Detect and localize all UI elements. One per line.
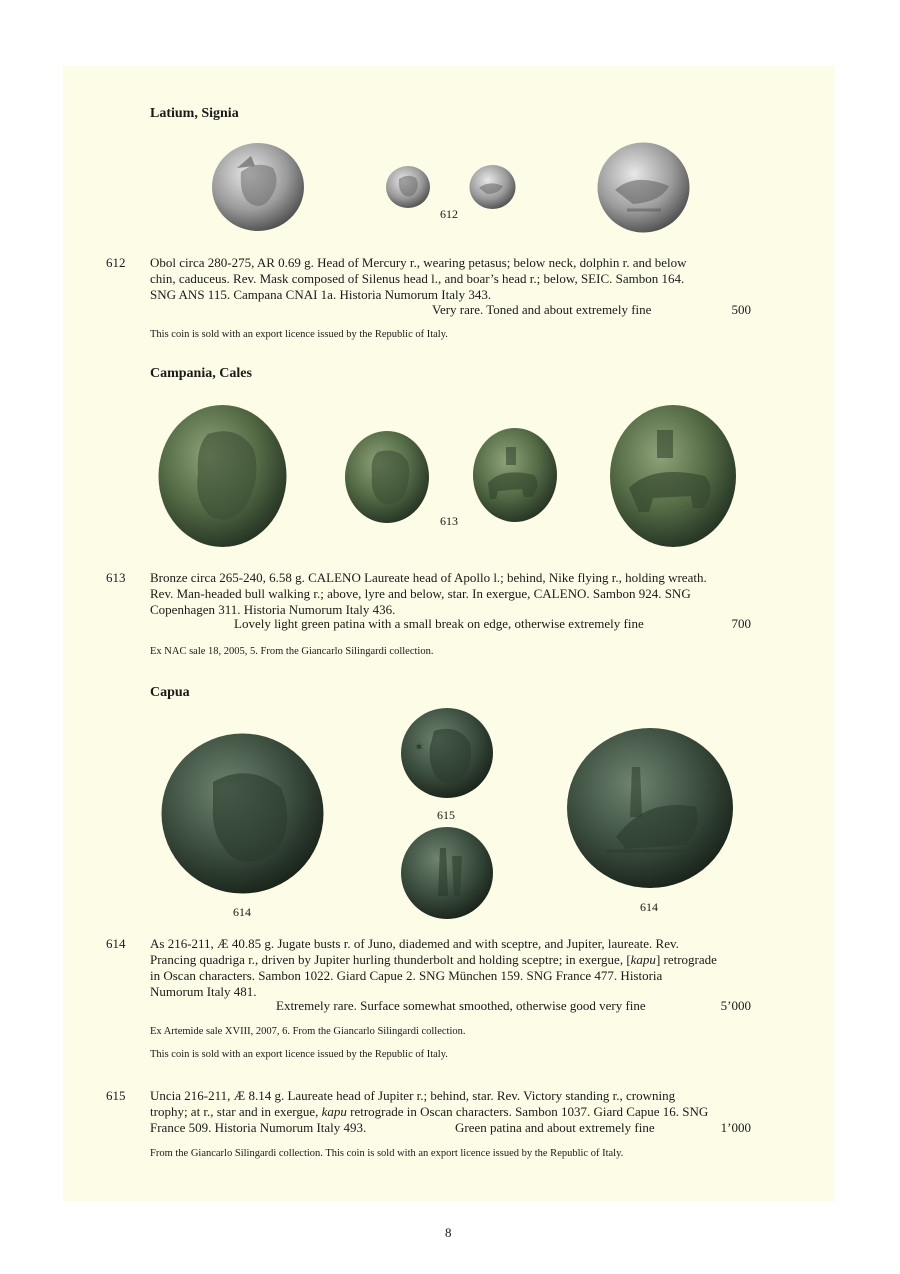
lot-description-614 [150,936,751,1000]
lot-612-condition: Very rare. Toned and about extremely fine [432,302,652,317]
lot-614-line-2 [150,952,751,968]
coin-612-reverse [469,164,516,210]
section-heading-capua: Capua [150,685,190,700]
lot-612-line-3: SNG ANS 115. Campana CNAI 1a. Historia Numorum Italy 343. [150,287,492,302]
photo-caption-612: 612 [440,207,458,221]
lot-613-note-1: Ex NAC sale 18, 2005, 5. From the Giancarlo Silingardi collection. [150,646,434,657]
lot-613-line-1: Bronze circa 265-240, 6.58 g. CALENO Laureate head of Apollo l.; behind, Nike flying r., holding wreath. [150,570,707,585]
lot-number-612: 612 [106,255,126,270]
lot-614-note-1: Ex Artemide sale XVIII, 2007, 6. From the Giancarlo Silingardi collection. [150,1026,466,1037]
lot-number-615: 615 [106,1088,126,1103]
lot-615-condition: Green patina and about extremely fine [455,1120,655,1135]
coin-612-obverse [385,165,431,209]
lot-614-condition: Extremely rare. Surface somewhat smoothed, otherwise good very fine [276,998,646,1013]
photo-caption-614-obverse: 614 [233,905,251,919]
coin-613-reverse-enlarged [609,404,737,548]
lot-612-note-1: This coin is sold with an export licence issued by the Republic of Italy. [150,329,448,340]
lot-615-line-2-b: retrograde in Oscan characters. Sambon 1037. Giard Capue 16. SNG [346,1104,709,1119]
lot-612-estimate: 500 [731,302,751,317]
lot-614-line-1: As 216-211, Æ 40.85 g. Jugate busts r. of Juno, diademed and with sceptre, and Jupiter, laureate. Rev. [150,936,679,951]
lot-613-line-2: Rev. Man-headed bull walking r.; above, lyre and below, star. In exergue, CALENO. Sambon 924. SNG [150,586,691,601]
photo-caption-614-reverse: 614 [640,900,658,914]
lot-description-613 [150,570,751,618]
lot-615-line-2 [150,1104,751,1120]
lot-613-line-3: Copenhagen 311. Historia Numorum Italy 436. [150,602,396,617]
lot-612-line-1: Obol circa 280-275, AR 0.69 g. Head of Mercury r., wearing petasus; below neck, dolphin r. and below [150,255,687,270]
lot-description-612 [150,255,751,303]
lot-614-line-2-b: ] retrograde [655,952,717,967]
lot-number-614: 614 [106,936,126,951]
photo-caption-615: 615 [437,808,455,822]
coin-612-reverse-enlarged [597,142,690,233]
svg-text:✶: ✶ [414,740,425,754]
lot-612-line-2: chin, caduceus. Rev. Mask composed of Silenus head l., and boar’s head r.; below, SEIC. Sambon 164. [150,271,685,286]
photo-caption-613: 613 [440,514,458,528]
lot-614-line-4: Numorum Italy 481. [150,984,257,999]
coin-614-obverse [161,732,324,895]
lot-615-line-2-a: trophy; at r., star and in exergue, [150,1104,322,1119]
lot-613-condition: Lovely light green patina with a small break on edge, otherwise extremely fine [234,616,644,631]
lot-615-estimate: 1’000 [720,1120,751,1135]
coin-612-obverse-enlarged [211,142,305,232]
coin-614-reverse [566,727,734,889]
lot-614-line-2-a: Prancing quadriga r., driven by Jupiter hurling thunderbolt and holding sceptre; in exergue, [ [150,952,631,967]
coin-613-obverse [344,430,430,524]
lot-615-kapu: kapu [321,1104,347,1119]
coin-613-reverse [472,427,558,523]
lot-614-note-2: This coin is sold with an export licence issued by the Republic of Italy. [150,1049,448,1060]
lot-615-line-3: France 509. Historia Numorum Italy 493. [150,1120,367,1135]
lot-613-estimate: 700 [731,616,751,631]
lot-615-line-1: Uncia 216-211, Æ 8.14 g. Laureate head of Jupiter r.; behind, star. Rev. Victory standing r., crowning [150,1088,676,1103]
coin-615-obverse [400,707,494,799]
lot-614-kapu: kapu [630,952,656,967]
lot-614-estimate: 5’000 [720,998,751,1013]
lot-614-line-3: in Oscan characters. Sambon 1022. Giard Capue 2. SNG München 159. SNG France 477. Historia [150,968,663,983]
coin-615-reverse [400,826,494,920]
lot-615-note-1: From the Giancarlo Silingardi collection. This coin is sold with an export licence issued by the Republic of Italy. [150,1148,624,1159]
coin-613-obverse-enlarged [158,404,287,548]
section-heading-campania-cales: Campania, Cales [150,366,252,381]
lot-number-613: 613 [106,570,126,585]
section-heading-latium-signia: Latium, Signia [150,106,239,121]
page-number: 8 [445,1225,452,1240]
